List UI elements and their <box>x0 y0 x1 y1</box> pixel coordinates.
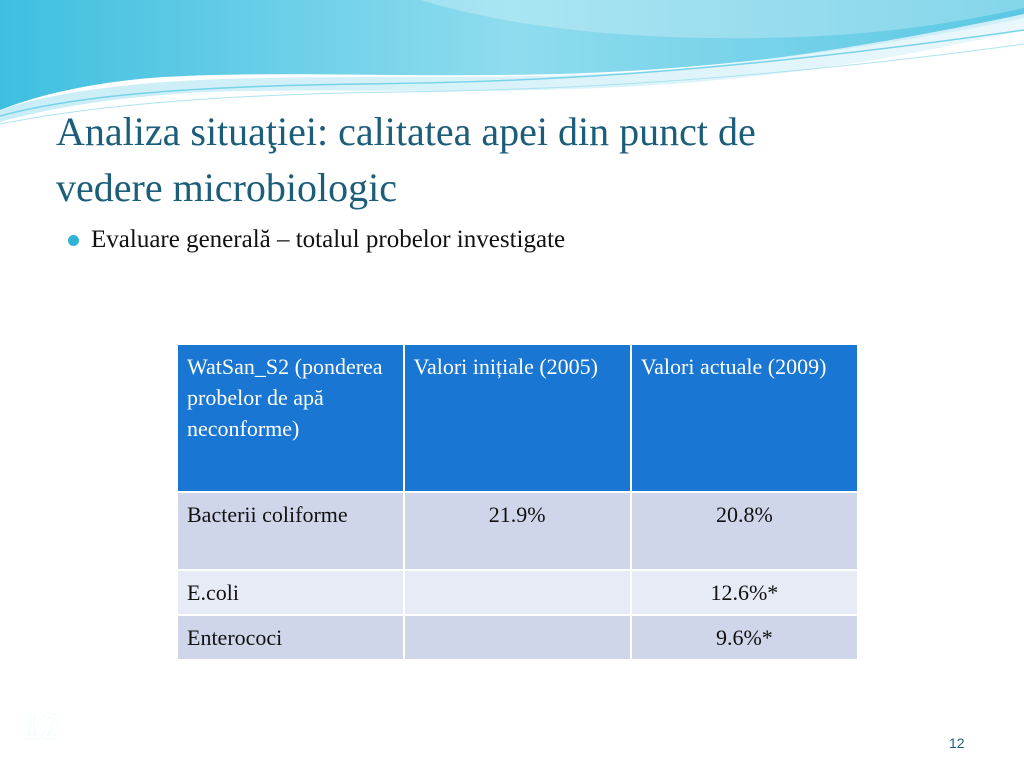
table-cell-indicator: Enterococi <box>177 615 404 660</box>
table-header-row <box>177 344 858 492</box>
table-cell-initial <box>404 570 631 615</box>
data-table <box>176 343 859 661</box>
bullet-dot-icon <box>68 235 79 246</box>
table-header-cell: WatSan_S2 (ponderea probelor de apă neconforme) <box>177 344 404 492</box>
table-header-cell: Valori actuale (2009) <box>631 344 858 492</box>
table-cell-initial: 21.9% <box>404 492 631 570</box>
table-row <box>177 492 858 570</box>
table-cell-indicator: E.coli <box>177 570 404 615</box>
table-cell-indicator: Bacterii coliforme <box>177 492 404 570</box>
slide-number-watermark: 12 <box>22 708 60 746</box>
bullet-item <box>68 226 565 254</box>
slide-title-line2: vedere microbiologic <box>56 165 397 210</box>
slide-title-line1: Analiza situaţiei: calitatea apei din punct de <box>56 109 756 154</box>
table-cell-current: 20.8% <box>631 492 858 570</box>
slide-title <box>56 104 956 216</box>
slide-number: 12 <box>949 735 965 751</box>
table-cell-current: 12.6%* <box>631 570 858 615</box>
table-header-cell: Valori inițiale (2005) <box>404 344 631 492</box>
table-cell-current: 9.6%* <box>631 615 858 660</box>
table-row <box>177 615 858 660</box>
table-row <box>177 570 858 615</box>
bullet-text: Evaluare generală – totalul probelor investigate <box>91 226 566 253</box>
table-cell-initial <box>404 615 631 660</box>
